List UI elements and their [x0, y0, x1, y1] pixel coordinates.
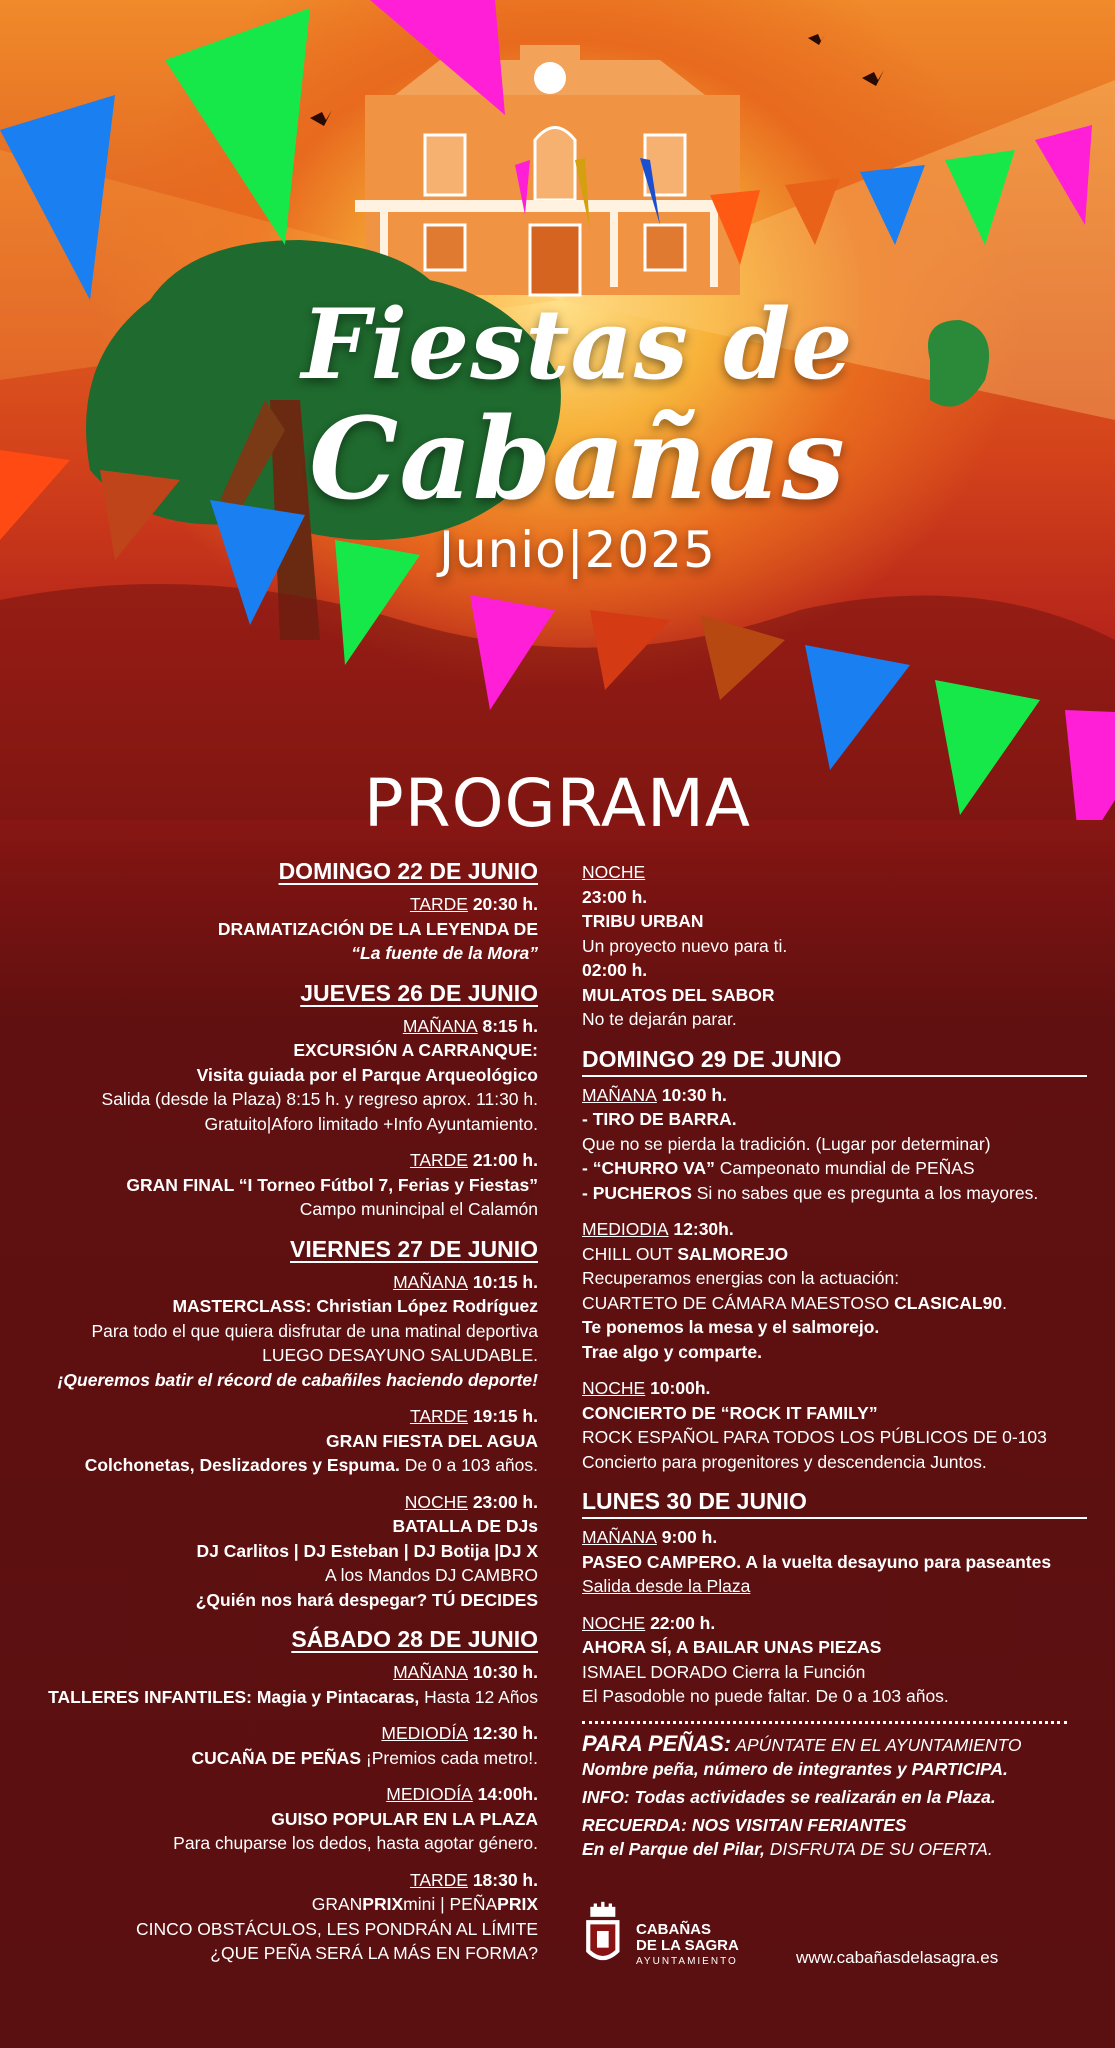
bird-icon: [310, 110, 332, 126]
event-detail: Salida (desde la Plaza) 8:15 h. y regreso aprox. 11:30 h.: [101, 1089, 538, 1109]
detail-text: Si no sabes que es pregunta a los mayores.: [691, 1182, 1039, 1203]
event-time: [20, 1404, 538, 1429]
time-label: NOCHE: [582, 1378, 646, 1398]
event-detail: El Pasodoble no puede faltar. De 0 a 103 años.: [582, 1686, 949, 1706]
time-label: TARDE: [409, 894, 468, 914]
time-value: 12:30 h.: [467, 1723, 538, 1743]
time-label: MEDIODIA: [582, 1219, 669, 1239]
town-crest-icon: [582, 1895, 632, 1977]
info-text: APÚNTATE EN EL AYUNTAMIENTO: [731, 1734, 1022, 1755]
event-block: [20, 1660, 538, 1709]
info-penas: [582, 1732, 1087, 1757]
event-title: MASTERCLASS: Christian López Rodríguez: [172, 1296, 538, 1316]
time-value: 8:15 h.: [477, 1015, 538, 1036]
event-detail: Campo munincipal el Calamón: [299, 1199, 538, 1219]
event-time: [20, 892, 538, 917]
event-title: [20, 1892, 538, 1917]
event-block: [582, 1376, 1087, 1474]
day-heading: DOMINGO 22 DE JUNIO: [278, 858, 538, 884]
event-detail: Recuperamos energias con la actuación:: [582, 1268, 900, 1288]
info-reminder-detail: [582, 1837, 1087, 1861]
event-title: [20, 1746, 538, 1771]
title-line-1: Fiestas de: [301, 288, 854, 401]
title-text: ¡Premios cada metro!.: [361, 1747, 538, 1768]
event-time: [582, 1525, 1087, 1550]
event-detail: [582, 1181, 1087, 1206]
info-penas-detail: Nombre peña, número de integrantes y PARTICIPA.: [582, 1758, 1008, 1779]
programa-heading: PROGRAMA: [363, 765, 752, 842]
event-detail: Un proyecto nuevo para ti.: [582, 935, 788, 956]
event-time: 02:00 h.: [582, 960, 648, 980]
time-label: TARDE: [409, 1869, 468, 1890]
title-text: Hasta 12 Años: [419, 1686, 538, 1707]
detail-text: CUARTETO DE CÁMARA MAESTOSO: [582, 1292, 895, 1313]
time-label: NOCHE: [404, 1491, 468, 1512]
event-title: - TIRO DE BARRA.: [582, 1109, 737, 1129]
event-time-label: [582, 860, 1087, 885]
event-block: [582, 1525, 1087, 1599]
festival-title: [0, 290, 1115, 580]
time-value: 22:00 h.: [645, 1612, 716, 1633]
time-label: MAÑANA: [393, 1271, 468, 1292]
logo-line: DE LA SAGRA: [636, 1937, 739, 1954]
event-detail: ¡Queremos batir el récord de cabañiles haciendo deporte!: [57, 1369, 538, 1390]
event-title: GUISO POPULAR EN LA PLAZA: [271, 1808, 538, 1829]
info-text: En el Parque del Pilar,: [582, 1838, 765, 1859]
event-title: PASEO CAMPERO. A la vuelta desayuno para paseantes: [582, 1551, 1052, 1572]
event-time: [582, 1217, 1087, 1242]
event-block: [582, 1083, 1087, 1206]
event-block: [20, 1404, 538, 1478]
event-title: MULATOS DEL SABOR: [582, 984, 775, 1005]
event-detail: CINCO OBSTÁCULOS, LES PONDRÁN AL LÍMITE: [136, 1918, 538, 1939]
title-text: CHILL OUT: [582, 1243, 678, 1264]
event-detail: ISMAEL DORADO Cierra la Función: [582, 1661, 866, 1682]
event-title: CONCIERTO DE “ROCK IT FAMILY”: [582, 1402, 878, 1423]
info-heading: PARA PEÑAS:: [582, 1730, 732, 1756]
event-subtitle: DJ Carlitos | DJ Esteban | DJ Botija |DJ X: [196, 1540, 538, 1561]
title-part: PRIX: [497, 1894, 538, 1914]
event-title: EXCURSIÓN A CARRANQUE:: [293, 1040, 538, 1060]
event-time: [20, 1782, 538, 1807]
bird-icon: [808, 32, 826, 45]
detail-text: De 0 a 103 años.: [399, 1455, 538, 1475]
time-label: MAÑANA: [582, 1527, 657, 1547]
town-logo-text: [636, 1922, 739, 1970]
event-detail: Trae algo y comparte.: [582, 1341, 762, 1362]
day-heading: LUNES 30 DE JUNIO: [582, 1486, 1087, 1519]
event-subtitle: Visita guiada por el Parque Arqueológico: [196, 1064, 538, 1085]
event-subtitle: “La fuente de la Mora”: [351, 943, 538, 963]
info-section: [582, 1732, 1087, 1861]
day-heading: VIERNES 27 DE JUNIO: [290, 1235, 538, 1262]
title-line-2: Cabañas: [309, 394, 846, 525]
event-title: AHORA SÍ, A BAILAR UNAS PIEZAS: [582, 1637, 882, 1657]
event-block: [20, 1490, 538, 1613]
event-detail: Para todo el que quiera disfrutar de una matinal deportiva: [91, 1320, 538, 1341]
event-detail: Te ponemos la mesa y el salmorejo.: [582, 1317, 880, 1337]
time-value: 21:00 h.: [467, 1150, 538, 1170]
event-block: [20, 1014, 538, 1137]
time-label: MAÑANA: [393, 1662, 468, 1682]
event-detail: Para chuparse los dedos, hasta agotar género.: [173, 1833, 538, 1853]
event-block: [582, 1217, 1087, 1364]
program-right-column: [582, 860, 1087, 1861]
event-block: [20, 892, 538, 966]
title-part: GRAN: [311, 1894, 363, 1914]
event-time: [20, 1721, 538, 1746]
event-title: TRIBU URBAN: [582, 911, 704, 931]
time-value: 9:00 h.: [656, 1527, 718, 1547]
title-bold: CUCAÑA DE PEÑAS: [191, 1747, 361, 1768]
event-title: [582, 1242, 1087, 1267]
detail-text: .: [1002, 1292, 1007, 1313]
event-title: GRAN FINAL “I Torneo Fútbol 7, Ferias y Fiestas”: [126, 1174, 538, 1195]
town-hall-icon: [355, 45, 750, 295]
time-label: TARDE: [409, 1150, 468, 1170]
event-detail: No te dejarán parar.: [582, 1009, 737, 1029]
detail-bold: - “CHURRO VA”: [582, 1158, 715, 1178]
website-link[interactable]: www.cabañasdelasagra.es: [796, 1948, 999, 1967]
bird-icon: [862, 70, 884, 86]
time-label: MAÑANA: [582, 1084, 657, 1105]
event-detail: [20, 1453, 538, 1478]
detail-bold: - PUCHEROS: [582, 1182, 692, 1203]
event-detail: ROCK ESPAÑOL PARA TODOS LOS PÚBLICOS DE 0-103: [582, 1427, 1047, 1447]
detail-bold: Colchonetas, Deslizadores y Espuma.: [84, 1455, 400, 1475]
day-heading: JUEVES 26 DE JUNIO: [300, 979, 538, 1006]
event-block: [582, 1611, 1087, 1709]
title-part: PRIX: [362, 1894, 404, 1914]
event-block: [582, 860, 1087, 1032]
event-time: [582, 1083, 1087, 1108]
event-time: [582, 1611, 1087, 1636]
event-block: [20, 1782, 538, 1856]
info-text: DISFRUTA DE SU OFERTA.: [764, 1838, 993, 1859]
detail-text: Campeonato mundial de PEÑAS: [714, 1158, 975, 1178]
title-date: Junio|2025: [439, 521, 716, 579]
time-value: 12:30h.: [668, 1219, 734, 1239]
detail-text: Salida desde la Plaza: [582, 1576, 751, 1596]
event-block: [20, 1721, 538, 1770]
event-detail: A los Mandos DJ CAMBRO: [325, 1565, 538, 1585]
info-reminder: RECUERDA: NOS VISITAN FERIANTES: [582, 1814, 907, 1835]
event-title: BATALLA DE DJs: [392, 1516, 538, 1536]
event-detail: LUEGO DESAYUNO SALUDABLE.: [262, 1345, 538, 1365]
time-value: 20:30 h.: [467, 894, 538, 914]
day-heading: DOMINGO 29 DE JUNIO: [582, 1044, 1087, 1077]
day-heading: SÁBADO 28 DE JUNIO: [291, 1626, 538, 1652]
time-value: 10:30 h.: [656, 1084, 727, 1105]
event-title: GRAN FIESTA DEL AGUA: [326, 1430, 538, 1451]
event-detail: ¿QUE PEÑA SERÁ LA MÁS EN FORMA?: [210, 1943, 538, 1963]
event-detail: ¿Quién nos hará despegar? TÚ DECIDES: [195, 1589, 538, 1610]
time-label: TARDE: [409, 1406, 468, 1426]
time-label: NOCHE: [582, 862, 646, 882]
event-time: [20, 1148, 538, 1173]
time-value: 10:15 h.: [467, 1271, 538, 1292]
event-block: [20, 1148, 538, 1222]
event-title: DRAMATIZACIÓN DE LA LEYENDA DE: [217, 918, 538, 939]
event-detail: Gratuito|Aforo limitado +Info Ayuntamiento.: [204, 1113, 538, 1134]
program-left-column: [20, 856, 538, 1978]
title-bold: TALLERES INFANTILES: Magia y Pintacaras,: [48, 1686, 420, 1707]
event-detail: Concierto para progenitores y descendencia Juntos.: [582, 1451, 987, 1472]
time-value: 23:00 h.: [467, 1491, 538, 1512]
event-time: [20, 1660, 538, 1685]
event-time: [20, 1014, 538, 1039]
info-location: INFO: Todas actividades se realizarán en la Plaza.: [582, 1786, 996, 1807]
time-value: 10:30 h.: [467, 1662, 538, 1682]
event-time: [20, 1490, 538, 1515]
event-detail: [582, 1156, 1087, 1181]
title-part: mini | PEÑA: [403, 1894, 498, 1914]
logo-line: AYUNTAMIENTO: [636, 1956, 738, 1967]
event-detail: [582, 1291, 1087, 1316]
event-time: [20, 1270, 538, 1295]
time-label: MAÑANA: [402, 1015, 478, 1036]
event-time: 23:00 h.: [582, 886, 648, 907]
time-value: 18:30 h.: [467, 1869, 538, 1890]
time-label: NOCHE: [582, 1612, 646, 1633]
time-value: 14:00h.: [472, 1784, 538, 1804]
event-detail: [582, 1574, 1087, 1599]
event-title: [20, 1685, 538, 1710]
event-time: [20, 1868, 538, 1893]
logo-line: CABAÑAS: [636, 1921, 711, 1938]
event-detail: Que no se pierda la tradición. (Lugar por determinar): [582, 1133, 991, 1154]
time-label: MEDIODÍA: [386, 1784, 473, 1804]
event-block: [20, 1270, 538, 1393]
time-label: MEDIODÍA: [381, 1723, 468, 1743]
title-bold: SALMOREJO: [677, 1243, 789, 1264]
time-value: 19:15 h.: [467, 1406, 538, 1426]
time-value: 10:00h.: [645, 1378, 711, 1398]
event-block: [20, 1868, 538, 1966]
detail-bold: CLASICAL90: [894, 1292, 1003, 1313]
dotted-divider: [582, 1721, 1067, 1724]
event-time: [582, 1376, 1087, 1401]
